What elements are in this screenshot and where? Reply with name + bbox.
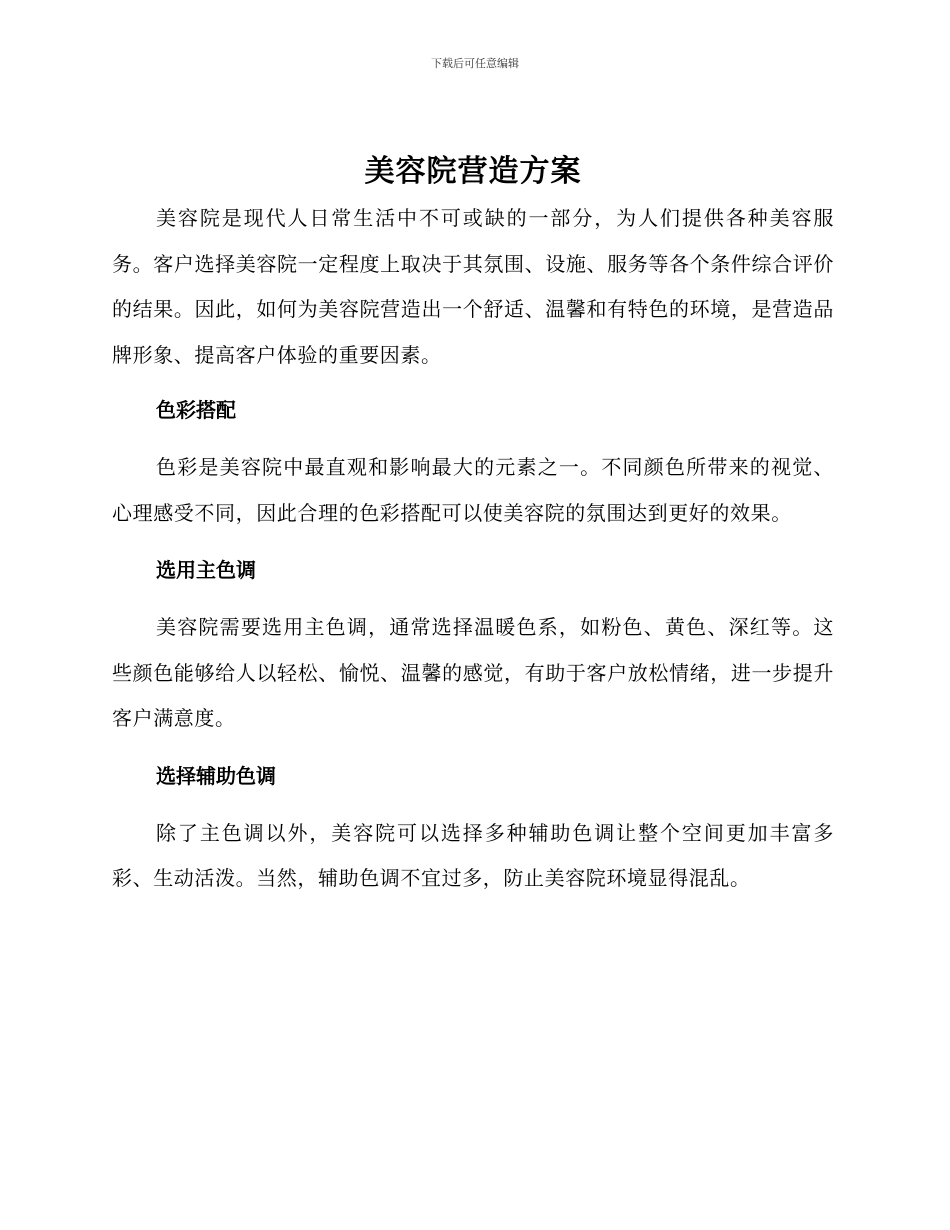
section-heading-color-matching: 色彩搭配 — [156, 398, 236, 422]
intro-paragraph: 美容院是现代人日常生活中不可或缺的一部分，为人们提供各种美容服务。客户选择美容院一定程度上取决于其氛围、设施、服务等各个条件综合评价的结果。因此，如何为美容院营造出一个舒适、温馨和有特色的环境，是营造品牌形象、提高客户体验的重要因素。 — [112, 206, 834, 367]
section-body-main-tone: 美容院需要选用主色调，通常选择温暖色系，如粉色、黄色、深红等。这些颜色能够给人以轻松、愉悦、温馨的感觉，有助于客户放松情绪，进一步提升客户满意度。 — [112, 615, 834, 730]
section-heading-main-tone: 选用主色调 — [156, 558, 256, 582]
section-body-secondary-tone: 除了主色调以外，美容院可以选择多种辅助色调让整个空间更加丰富多彩、生动活泼。当然，辅助色调不宜过多，防止美容院环境显得混乱。 — [112, 820, 834, 890]
document-title: 美容院营造方案 — [364, 154, 582, 189]
document-body — [112, 150, 834, 902]
header-note: 下载后可任意编辑 — [431, 57, 519, 70]
section-body-color-matching: 色彩是美容院中最直观和影响最大的元素之一。不同颜色所带来的视觉、心理感受不同，因此合理的色彩搭配可以使美容院的氛围达到更好的效果。 — [112, 455, 834, 525]
section-heading-secondary-tone: 选择辅助色调 — [156, 763, 276, 788]
